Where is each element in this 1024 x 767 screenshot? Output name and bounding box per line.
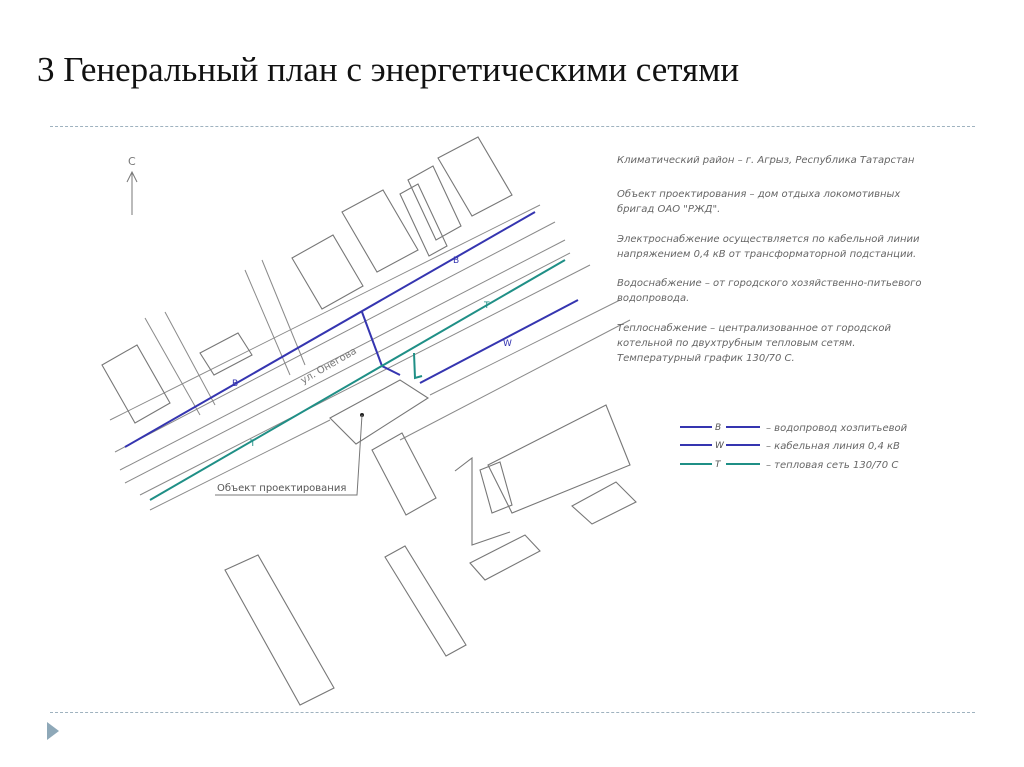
water-marker: В	[453, 256, 460, 266]
building	[330, 380, 428, 444]
street-line	[145, 318, 200, 415]
cable-marker: W	[503, 339, 512, 349]
legend-label: – кабельная линия 0,4 кВ	[766, 441, 900, 452]
heat-marker: Т	[250, 439, 256, 449]
building	[102, 345, 170, 423]
legend-label: – тепловая сеть 130/70 С	[766, 460, 899, 471]
note-line: Водоснабжение – от городского хозяйственно-питьевого	[617, 278, 922, 289]
street-label: ул. Онегова	[299, 345, 359, 387]
bottom-divider	[50, 712, 975, 713]
building	[225, 555, 334, 705]
street-line	[140, 265, 590, 495]
heat-branch	[414, 353, 422, 378]
notes-block	[616, 154, 921, 364]
note-line: Электроснабжение осуществляется по кабельной линии	[617, 234, 920, 245]
street-line	[245, 270, 290, 375]
building	[372, 433, 436, 515]
note-line: котельной по двухтрубным тепловым сетям.	[617, 338, 856, 349]
note-line: Температурный график 130/70 С.	[617, 353, 795, 364]
water-line	[125, 212, 535, 447]
building	[200, 333, 252, 375]
street-line	[165, 312, 215, 405]
street-line	[262, 260, 305, 365]
object-label: Объект проектирования	[217, 483, 347, 494]
street-line	[150, 420, 330, 510]
building	[400, 184, 447, 256]
street-line	[430, 300, 620, 395]
building	[292, 235, 363, 309]
legend-marker: Т	[715, 460, 721, 470]
legend-marker: W	[715, 441, 724, 451]
heat-marker: Т	[484, 301, 490, 311]
buildings	[102, 137, 636, 705]
line-markers	[232, 256, 512, 449]
note-line: бригад ОАО "РЖД".	[617, 204, 721, 215]
cable-line	[420, 300, 578, 383]
north-label: С	[128, 155, 136, 168]
building	[572, 482, 636, 524]
building	[480, 462, 512, 513]
slide-title: 3 Генеральный план с энергетическими сетями	[37, 50, 740, 89]
building	[455, 458, 510, 545]
street-line	[125, 253, 570, 483]
note-line: водопровода.	[617, 293, 690, 304]
legend	[680, 421, 908, 471]
building	[438, 137, 512, 216]
next-slide-arrow-icon[interactable]	[47, 722, 59, 740]
street-lines	[110, 205, 630, 510]
note-line: Объект проектирования – дом отдыха локомотивных	[617, 189, 901, 200]
building	[342, 190, 418, 272]
note-line: Климатический район – г. Агрыз, Республика Татарстан	[617, 155, 915, 166]
note-line: напряжением 0,4 кВ от трансформаторной подстанции.	[617, 249, 917, 260]
street-line	[400, 320, 630, 440]
water-marker: В	[232, 379, 239, 389]
legend-label: – водопровод хозпитьевой	[766, 423, 908, 434]
north-arrow	[127, 155, 137, 215]
street-line	[115, 222, 555, 452]
note-line: Теплоснабжение – централизованное от городской	[617, 323, 892, 334]
legend-marker: В	[715, 423, 722, 433]
building	[385, 546, 466, 656]
